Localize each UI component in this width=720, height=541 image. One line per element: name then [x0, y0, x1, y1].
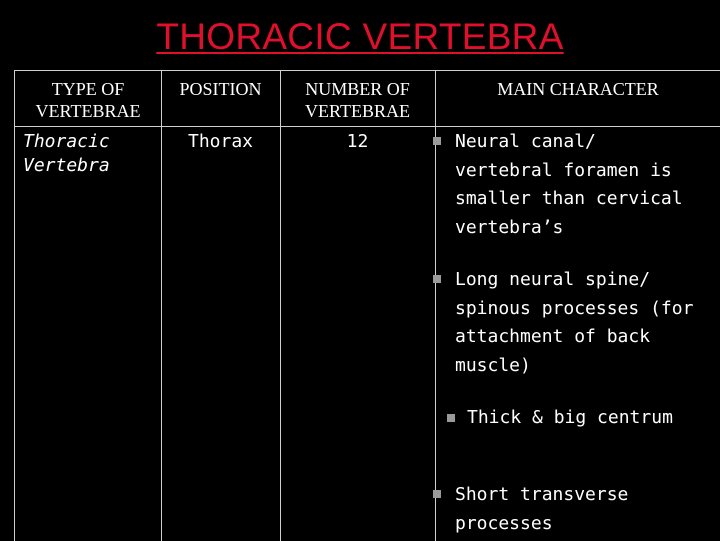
header-position: POSITION [179, 79, 262, 99]
character-text: Neural canal/ vertebral foramen is smaller than cervical vertebra’s [455, 131, 683, 238]
character-text: Short transverse processes [455, 484, 629, 534]
cell-position: Thorax [187, 131, 254, 152]
header-number: NUMBER OF VERTEBRAE [305, 79, 410, 121]
cell-number: 12 [346, 131, 369, 152]
character-text: Long neural spine/ spinous processes (for attachment of back muscle) [455, 269, 694, 376]
slide-title [0, 14, 720, 60]
header-divider [15, 126, 720, 127]
character-item [433, 266, 703, 380]
character-text: Thick & big centrum [467, 407, 673, 428]
square-bullet-icon [433, 275, 441, 283]
character-item [433, 481, 703, 538]
square-bullet-icon [433, 490, 441, 498]
character-item [433, 128, 703, 242]
cell-type: Thoracic Vertebra [23, 131, 110, 176]
square-bullet-icon [433, 137, 441, 145]
slide-title-text: THORACIC VERTEBRA [156, 16, 564, 57]
header-type: TYPE OF VERTEBRAE [35, 79, 141, 121]
character-item [447, 406, 687, 430]
square-bullet-icon [447, 414, 455, 422]
header-main-character: MAIN CHARACTER [497, 79, 659, 99]
